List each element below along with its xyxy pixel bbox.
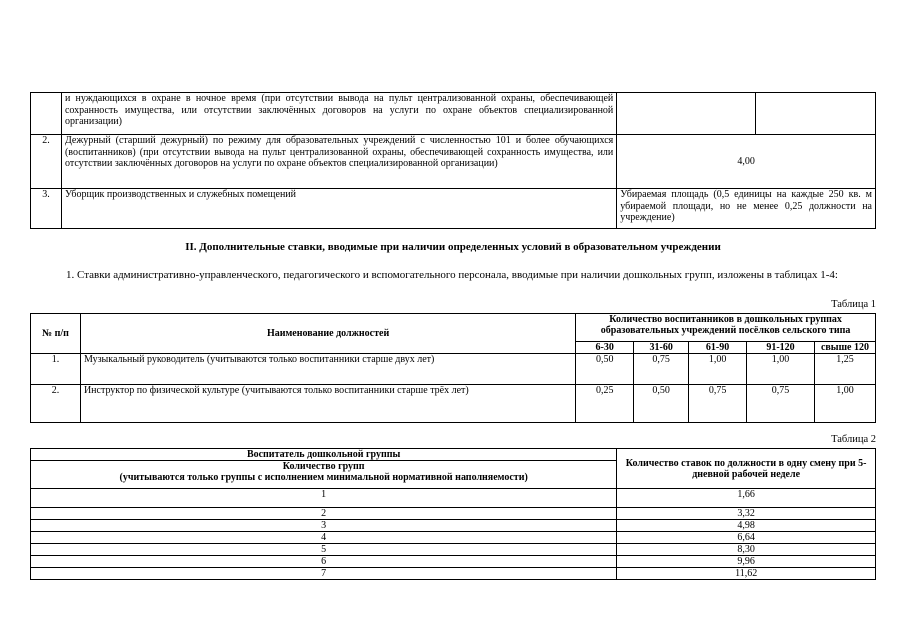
rate-value: 3,32: [617, 508, 876, 520]
column-header: свыше 120: [814, 342, 875, 354]
position-header: Наименование должностей: [80, 314, 575, 354]
group-count: 7: [31, 568, 617, 580]
table-row: [31, 508, 876, 520]
rate-value: 4,98: [617, 520, 876, 532]
rate-value: 1,25: [814, 354, 875, 385]
table-row: [31, 556, 876, 568]
position-name: Музыкальный руководитель (учитываются только воспитанники старше двух лет): [80, 354, 575, 385]
rate-value: 0,75: [634, 354, 689, 385]
educator-header: Воспитатель дошкольной группы: [31, 449, 617, 461]
rate-value: 0,25: [576, 385, 634, 423]
rate-value: 0,50: [576, 354, 634, 385]
table-2: [30, 448, 876, 580]
table-header-row: [31, 314, 876, 342]
rate-count-header: Количество ставок по должности в одну смену при 5-дневной рабочей неделе: [617, 449, 876, 489]
column-header: 31-60: [634, 342, 689, 354]
group-count-header: [31, 461, 617, 489]
table-header-row: [31, 449, 876, 461]
rate-value: 11,62: [617, 568, 876, 580]
section-title: II. Дополнительные ставки, вводимые при наличии определенных условий в образовательном учреждении: [185, 241, 721, 253]
intro-paragraph: 1. Ставки административно-управленческого, педагогического и вспомогательного персонала, вводимые при наличии дошкольных групп, изложены в таблицах 1-4:: [66, 269, 838, 281]
table-row: [31, 489, 876, 508]
staff-rates-table-continued: [30, 92, 876, 229]
table-1: [30, 313, 876, 423]
number-header: № п/п: [31, 314, 81, 354]
rate-value: 1,00: [689, 354, 747, 385]
column-header: 6-30: [576, 342, 634, 354]
group-count-header: Количество воспитанников в дошкольных группах образовательных учреждений посёлков сельского типа: [576, 314, 876, 342]
table-row: [31, 354, 876, 385]
rate-value: 0,50: [634, 385, 689, 423]
table-row: [31, 532, 876, 544]
rate-cell: [756, 93, 876, 135]
table2-caption: Таблица 2: [831, 434, 876, 445]
group-count: 6: [31, 556, 617, 568]
rate-value: 0,75: [689, 385, 747, 423]
rate-value: 6,64: [617, 532, 876, 544]
rate-value: 1,00: [747, 354, 815, 385]
rate-value: 1,66: [617, 489, 876, 508]
table-row: [31, 189, 876, 229]
row-number: [31, 93, 62, 135]
rate-cell: [617, 93, 756, 135]
group-count: 2: [31, 508, 617, 520]
position-name: Инструктор по физической культуре (учитываются только воспитанники старше трёх лет): [80, 385, 575, 423]
group-count: 3: [31, 520, 617, 532]
group-count: 5: [31, 544, 617, 556]
position-description: Уборщик производственных и служебных помещений: [61, 189, 616, 229]
table-row: [31, 568, 876, 580]
column-header: 61-90: [689, 342, 747, 354]
row-number: 3.: [31, 189, 62, 229]
row-number: 2.: [31, 135, 62, 189]
rate-value: 4,00: [617, 135, 876, 189]
rate-value: Убираемая площадь (0,5 единицы на каждые 250 кв. м убираемой площади, но не менее 0,25 должности на учреждение): [617, 189, 876, 229]
group-count-label: Количество групп: [282, 461, 365, 472]
group-count: 4: [31, 532, 617, 544]
position-description: и нуждающихся в охране в ночное время (при отсутствии вывода на пульт централизованной охраны, обеспечивающей сохранность имущества, или отсутствии заключённых договоров на услуги по охране объектов специализированной организации): [61, 93, 616, 135]
table-row: [31, 544, 876, 556]
rate-value: 8,30: [617, 544, 876, 556]
column-header: 91-120: [747, 342, 815, 354]
rate-value: 1,00: [814, 385, 875, 423]
table-row: [31, 520, 876, 532]
group-count: 1: [31, 489, 617, 508]
rate-value: 0,75: [747, 385, 815, 423]
table1-caption: Таблица 1: [831, 299, 876, 310]
table-row: [31, 93, 876, 135]
row-number: 1.: [31, 354, 81, 385]
position-description: Дежурный (старший дежурный) по режиму для образовательных учреждений с численностью 101 и более обучающихся (воспитанников) (при отсутствии вывода на пульт централизованной охраны, обеспечивающей сохранность имущества, или отсутствии заключённых договоров на услуги по охране объектов специализированной организации): [61, 135, 616, 189]
table-row: [31, 385, 876, 423]
rate-value: 9,96: [617, 556, 876, 568]
group-count-note: (учитываются только группы с исполнением минимальной нормативной наполняемости): [119, 472, 528, 483]
table-row: [31, 135, 876, 189]
row-number: 2.: [31, 385, 81, 423]
